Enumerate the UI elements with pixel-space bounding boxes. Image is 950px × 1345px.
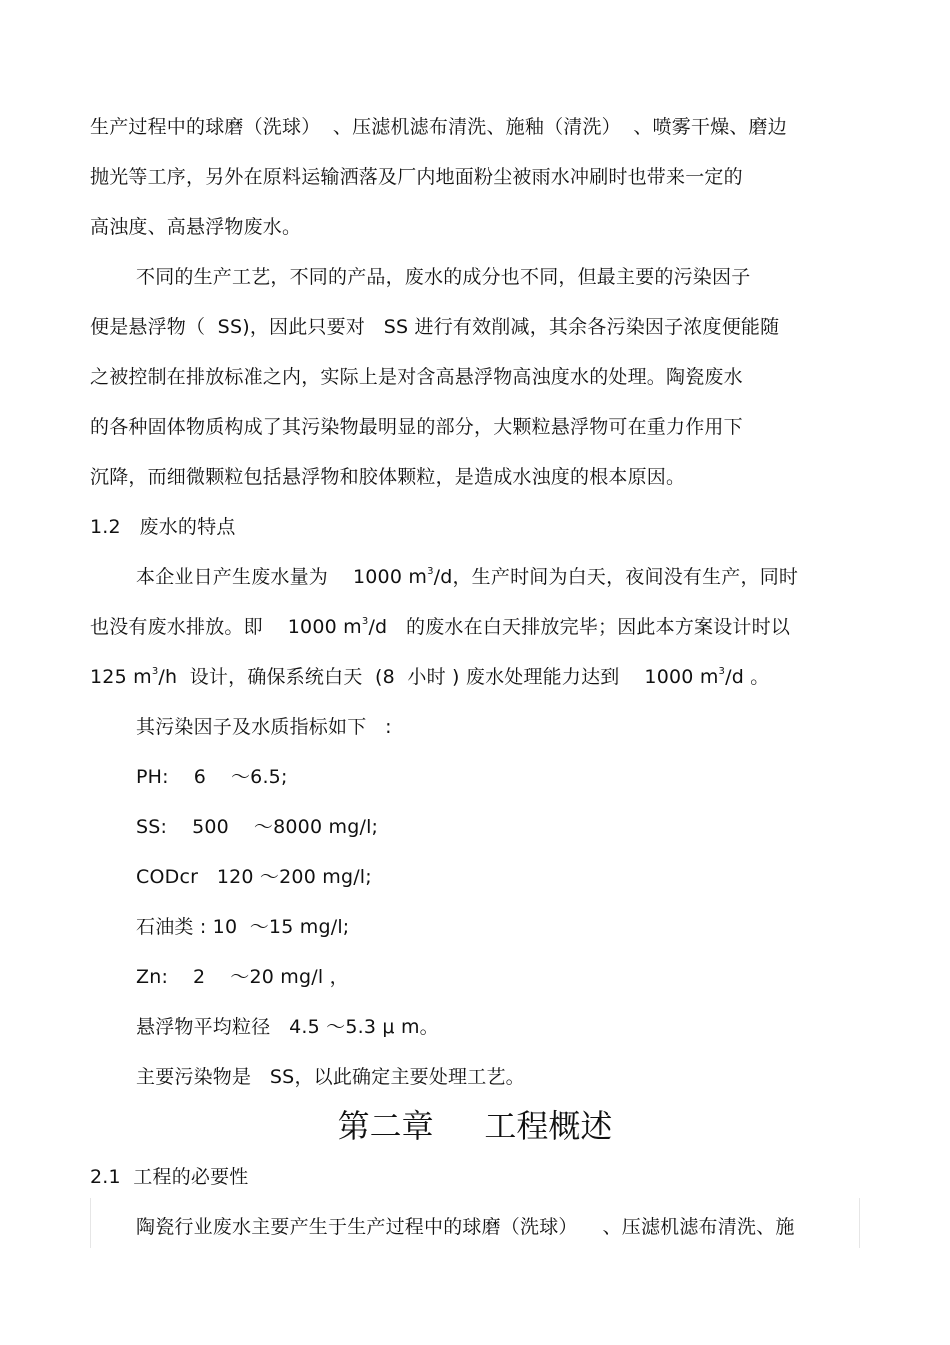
paragraph-3-line-3 — [90, 665, 769, 689]
text-segment: 本企业日产生废水量为 1000 m — [136, 566, 428, 588]
table-border-right — [859, 1198, 860, 1248]
superscript: 3 — [718, 666, 726, 677]
main-pollutant-line: 主要污染物是 SS，以此确定主要处理工艺。 — [136, 1066, 525, 1088]
chapter-2-title: 第二章 工程概述 — [337, 1107, 613, 1145]
text-segment: /d 。 — [725, 666, 770, 688]
superscript: 3 — [427, 566, 434, 577]
paragraph-2-line-2: 便是悬浮物（ SS)，因此只要对 SS 进行有效削减，其余各污染因子浓度便能随 — [90, 316, 780, 338]
paragraph-1-line-3: 高浊度、高悬浮物废水。 — [90, 216, 302, 238]
paragraph-2-line-5: 沉降，而细微颗粒包括悬浮物和胶体颗粒，是造成水浊度的根本原因。 — [90, 466, 686, 488]
paragraph-3-line-1 — [136, 565, 798, 589]
table-border-left — [90, 1198, 91, 1248]
section-2-1-line-1: 陶瓷行业废水主要产生于生产过程中的球磨（洗球） 、压滤机滤布清洗、施 — [136, 1216, 795, 1238]
indicator-cod: CODcr 120 ～200 mg/l; — [136, 866, 372, 888]
text-segment: /h 设计，确保系统白天 (8 小时 ) 废水处理能力达到 1000 m — [158, 666, 719, 688]
indicator-ph: PH: 6 ～6.5; — [136, 766, 288, 788]
paragraph-1-line-2: 抛光等工序，另外在原料运输洒落及厂内地面粉尘被雨水冲刷时也带来一定的 — [90, 166, 743, 188]
text-segment: 125 m — [90, 666, 152, 688]
indicator-particle-size: 悬浮物平均粒径 4.5 ～5.3 μ m。 — [136, 1016, 439, 1038]
section-2-1-heading: 2.1 工程的必要性 — [90, 1166, 249, 1188]
indicator-oil: 石油类 : 10 ～15 mg/l; — [136, 916, 350, 938]
paragraph-1-line-1: 生产过程中的球磨（洗球） 、压滤机滤布清洗、施釉（清洗） 、喷雾干燥、磨边 — [90, 116, 787, 138]
indicator-ss: SS: 500 ～8000 mg/l; — [136, 816, 379, 838]
indicators-intro: 其污染因子及水质指标如下 : — [136, 716, 392, 738]
text-segment: /d 的废水在白天排放完毕；因此本方案设计时以 — [368, 616, 791, 638]
paragraph-3-line-2 — [90, 615, 790, 639]
superscript: 3 — [361, 616, 369, 627]
text-segment: /d，生产时间为白天，夜间没有生产，同时 — [433, 566, 799, 588]
superscript: 3 — [151, 666, 159, 677]
indicator-zn: Zn: 2 ～20 mg/l ， — [136, 966, 349, 988]
paragraph-2-line-3: 之被控制在排放标准之内，实际上是对含高悬浮物高浊度水的处理。陶瓷废水 — [90, 366, 743, 388]
text-segment: 也没有废水排放。即 1000 m — [90, 616, 362, 638]
section-1-2-heading: 1.2 废水的特点 — [90, 516, 236, 538]
paragraph-2-line-4: 的各种固体物质构成了其污染物最明显的部分，大颗粒悬浮物可在重力作用下 — [90, 416, 743, 438]
paragraph-2-line-1: 不同的生产工艺，不同的产品，废水的成分也不同，但最主要的污染因子 — [136, 266, 751, 288]
